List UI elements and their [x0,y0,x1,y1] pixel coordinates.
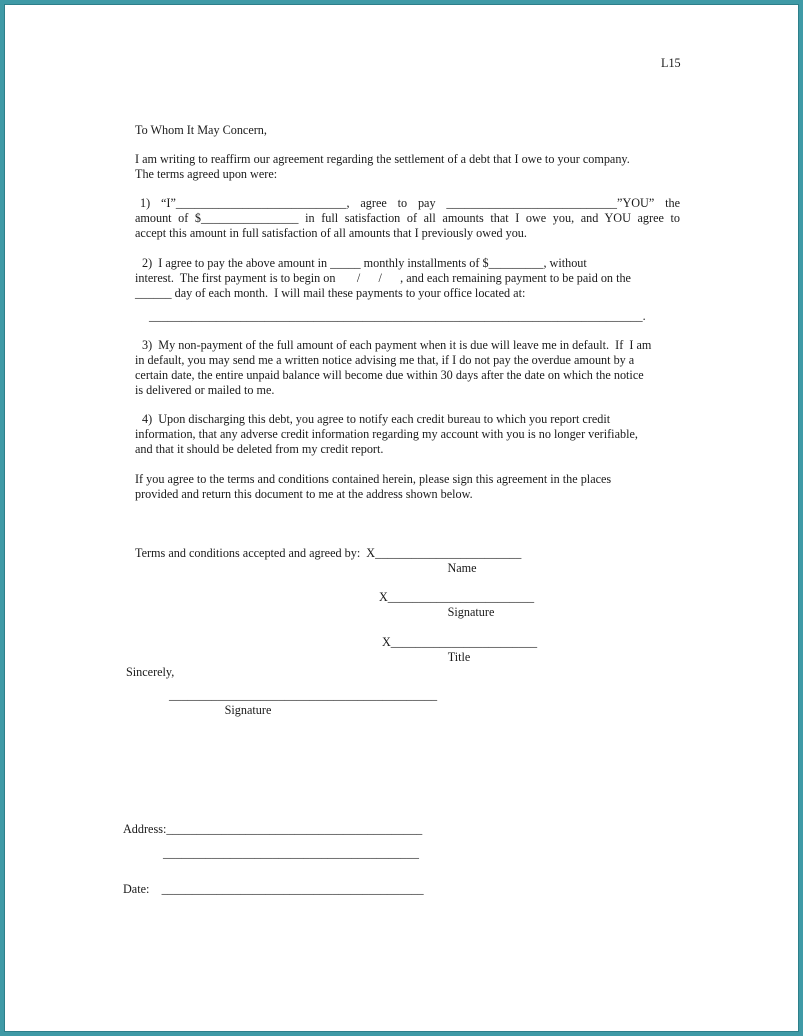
term3-line-2: in default, you may send me a written notice advising me that, if I do not pay the overdue amount by a [135,353,635,367]
letter-page [4,4,799,1032]
term3-line-4: is delivered or mailed to me. [135,383,275,397]
date-line[interactable]: Date: ___________________________________________ [123,882,424,896]
acceptance-name-line[interactable]: Terms and conditions accepted and agreed by: X________________________ [135,546,522,560]
term4-line-3: and that it should be deleted from my credit report. [135,442,384,456]
term4-line-2: information, that any adverse credit information regarding my account with you is no longer verifiable, [135,427,638,441]
intro-line-2: The terms agreed upon were: [135,167,278,181]
closing-para-line-2: provided and return this document to me at the address shown below. [135,487,473,501]
address-line-1[interactable]: Address:__________________________________________ [123,822,423,836]
term4-line-1: 4) Upon discharging this debt, you agree to notify each credit bureau to which you report credit [142,412,611,426]
term2-line-4: _________________________________________________________________________________. [149,309,646,323]
intro-line-1: I am writing to reaffirm our agreement regarding the settlement of a debt that I owe to your company. [135,152,630,166]
address-line-2[interactable]: __________________________________________ [163,846,419,860]
term3-line-3: certain date, the entire unpaid balance will become due within 30 days after the date on which the notice [135,368,644,382]
term3-line-1: 3) My non-payment of the full amount of each payment when it is due will leave me in default. If I am [142,338,652,352]
name-caption: Name [447,561,477,575]
term2-line-2: interest. The first payment is to begin on / / , and each remaining payment to be paid on the [135,271,631,285]
sincerely: Sincerely, [126,665,175,679]
term1-line-3: accept this amount in full satisfaction of all amounts that I previously owed you. [135,226,527,240]
term1-line-1: 1) “I”____________________________, agree to pay ____________________________”YOU” the [140,196,680,210]
term2-line-1: 2) I agree to pay the above amount in _____ monthly installments of $_________, without [142,256,587,270]
sender-signature-caption: Signature [224,703,272,717]
sender-signature-line[interactable]: ____________________________________________ [169,688,438,702]
closing-para-line-1: If you agree to the terms and conditions contained herein, please sign this agreement in the places [135,472,612,486]
acceptance-signature-line[interactable]: X________________________ [379,590,535,604]
term1-line-2: amount of $________________ in full satisfaction of all amounts that I owe you, and YOU agree to [135,211,680,225]
page-code: L15 [661,56,681,70]
title-caption: Title [447,650,471,664]
acceptance-title-line[interactable]: X________________________ [382,635,538,649]
signature-caption: Signature [447,605,495,619]
salutation: To Whom It May Concern, [135,123,267,137]
term2-line-3: ______ day of each month. I will mail these payments to your office located at: [135,286,526,300]
